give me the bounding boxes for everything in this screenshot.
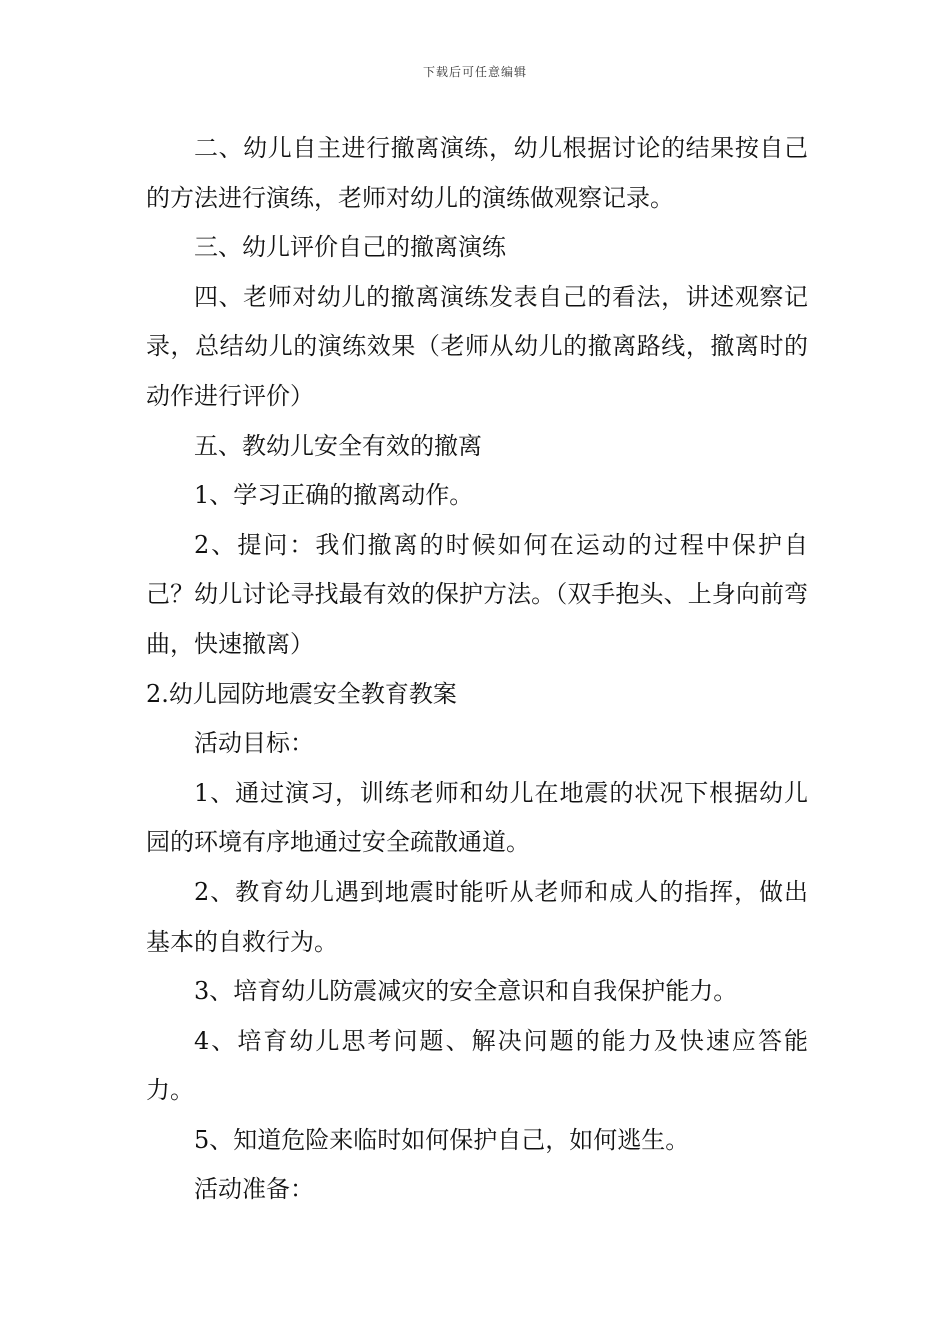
paragraph-safe-evacuation: 五、教幼儿安全有效的撤离 — [194, 431, 482, 460]
goal-item-3: 3、培育幼儿防震减灾的安全意识和自我保护能力。 — [194, 977, 738, 1006]
goal-item-2: 2、教育幼儿遇到地震时能听从老师和成人的指挥，做出基本的自救行为。 — [146, 877, 808, 956]
subheading-activity-goals: 活动目标： — [194, 729, 314, 758]
goal-item-1: 1、通过演习，训练老师和幼儿在地震的状况下根据幼儿园的环境有序地通过安全疏散通道。 — [146, 778, 808, 857]
paragraph-teacher-review: 四、老师对幼儿的撤离演练发表自己的看法，讲述观察记录，总结幼儿的演练效果（老师从幼儿的撤离路线，撤离时的动作进行评价） — [146, 282, 808, 410]
paragraph-learn-actions: 1、学习正确的撤离动作。 — [194, 481, 474, 510]
paragraph-evacuation-drill: 二、幼儿自主进行撤离演练，幼儿根据讨论的结果按自己的方法进行演练，老师对幼儿的演练做观察记录。 — [146, 134, 808, 212]
subheading-activity-preparation: 活动准备： — [194, 1175, 314, 1204]
goal-item-5: 5、知道危险来临时如何保护自己，如何逃生。 — [194, 1125, 690, 1154]
paragraph-question: 2、提问：我们撤离的时候如何在运动的过程中保护自己？幼儿讨论寻找最有效的保护方法。（双手抱头、上身向前弯曲，快速撤离） — [146, 530, 808, 658]
page-header: 下载后可任意编辑 — [422, 65, 527, 79]
section-heading: 2.幼儿园防地震安全教育教案 — [146, 679, 457, 708]
paragraph-self-evaluation: 三、幼儿评价自己的撤离演练 — [194, 233, 506, 262]
document-body — [146, 124, 808, 1215]
goal-item-4: 4、培育幼儿思考问题、解决问题的能力及快速应答能力。 — [146, 1026, 808, 1105]
